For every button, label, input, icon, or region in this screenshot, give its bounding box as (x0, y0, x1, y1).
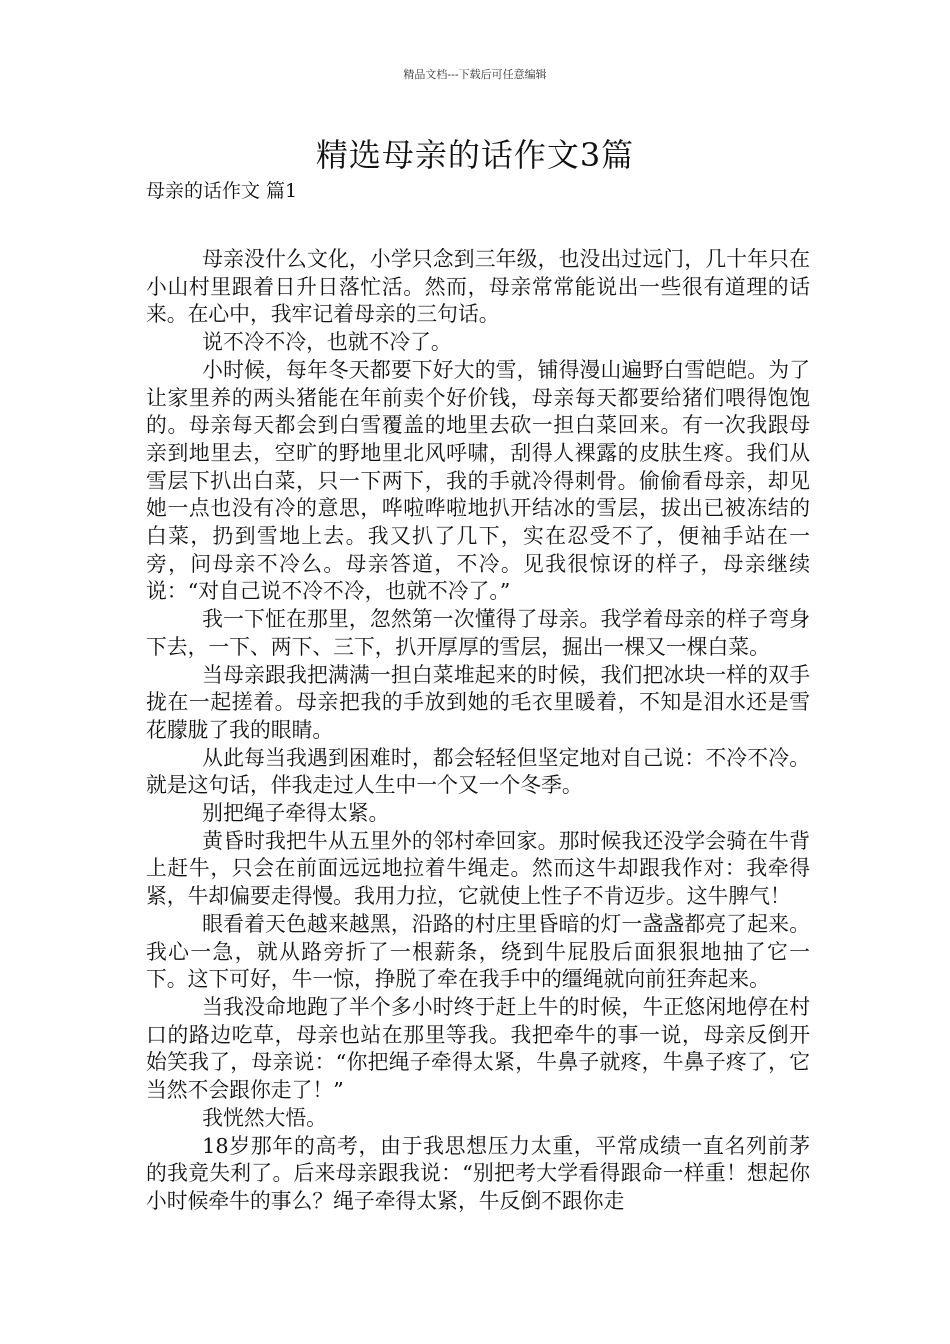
document-title: 精选母亲的话作文3篇 (315, 136, 635, 174)
paragraph: 别把绳子牵得太紧。 (202, 801, 390, 826)
paragraph: 小时候，每年冬天都要下好大的雪，铺得漫山遍野白雪皑皑。为了让家里养的两头猪能在年前卖个好价钱，母亲每天都要给猪们喂得饱饱的。母亲每天都会到白雪覆盖的地里去砍一担白菜回来。有一次我跟母亲到地里去，空旷的野地里北风呼啸，刮得人裸露的皮肤生疼。我们从雪层下扒出白菜，只一下两下，我的手就冷得刺骨。偷偷看母亲，却见她一点也没有冷的意思，哗啦哗啦地扒开结冰的雪层，拔出已被冻结的白菜，扔到雪地上去。我又扒了几下，实在忍受不了，便袖手站在一旁，问母亲不冷么。母亲答道，不冷。见我很惊讶的样子，母亲继续说：“对自己说不冷不冷，也就不冷了。” (146, 357, 810, 604)
paragraph: 母亲没什么文化，小学只念到三年级，也没出过远门，几十年只在小山村里跟着日升日落忙活。然而，母亲常常能说出一些很有道理的话来。在心中，我牢记着母亲的三句话。 (146, 247, 810, 327)
paragraph: 从此每当我遇到困难时，都会轻轻但坚定地对自己说：不冷不冷。就是这句话，伴我走过人生中一个又一个冬季。 (146, 745, 810, 798)
paragraph: 黄昏时我把牛从五里外的邻村牵回家。那时候我还没学会骑在牛背上赶牛，只会在前面远远地拉着牛绳走。然而这牛却跟我作对：我牵得紧，牛却偏要走得慢。我用力拉，它就使上性子不肯迈步。这牛脾气！ (146, 828, 810, 909)
paragraph: 我恍然大悟。 (202, 1105, 327, 1130)
paragraph: 我一下怔在那里，忽然第一次懂得了母亲。我学着母亲的样子弯身下去，一下、两下、三下，扒开厚厚的雪层，掘出一棵又一棵白菜。 (146, 607, 810, 659)
paragraph: 说不冷不冷，也就不冷了。 (202, 330, 452, 355)
paragraph: 18岁那年的高考，由于我思想压力太重，平常成绩一直名列前茅的我竟失利了。后来母亲跟我说：“别把考大学看得跟命一样重！想起你小时候牵牛的事么？绳子牵得太紧，牛反倒不跟你走 (146, 1133, 810, 1213)
paragraph: 当我没命地跑了半个多小时终于赶上牛的时候，牛正悠闲地停在村口的路边吃草，母亲也站在那里等我。我把牵牛的事一说，母亲反倒开始笑我了，母亲说：“你把绳子牵得太紧，牛鼻子就疼，牛鼻子疼了，它当然不会跟你走了！” (146, 994, 810, 1103)
page-header-note: 精品文档---下载后可任意编辑 (403, 68, 547, 81)
paragraph: 眼看着天色越来越黑，沿路的村庄里昏暗的灯一盏盏都亮了起来。我心一急，就从路旁折了一根薪条，绕到牛屁股后面狠狠地抽了它一下。这下可好，牛一惊，挣脱了牵在我手中的缰绳就向前狂奔起来。 (146, 911, 810, 992)
section-subtitle: 母亲的话作文 篇1 (146, 180, 298, 202)
article-body (146, 246, 810, 1216)
paragraph: 当母亲跟我把满满一担白菜堆起来的时候，我们把冰块一样的双手拢在一起搓着。母亲把我的手放到她的毛衣里暖着，不知是泪水还是雪花朦胧了我的眼睛。 (146, 662, 810, 742)
